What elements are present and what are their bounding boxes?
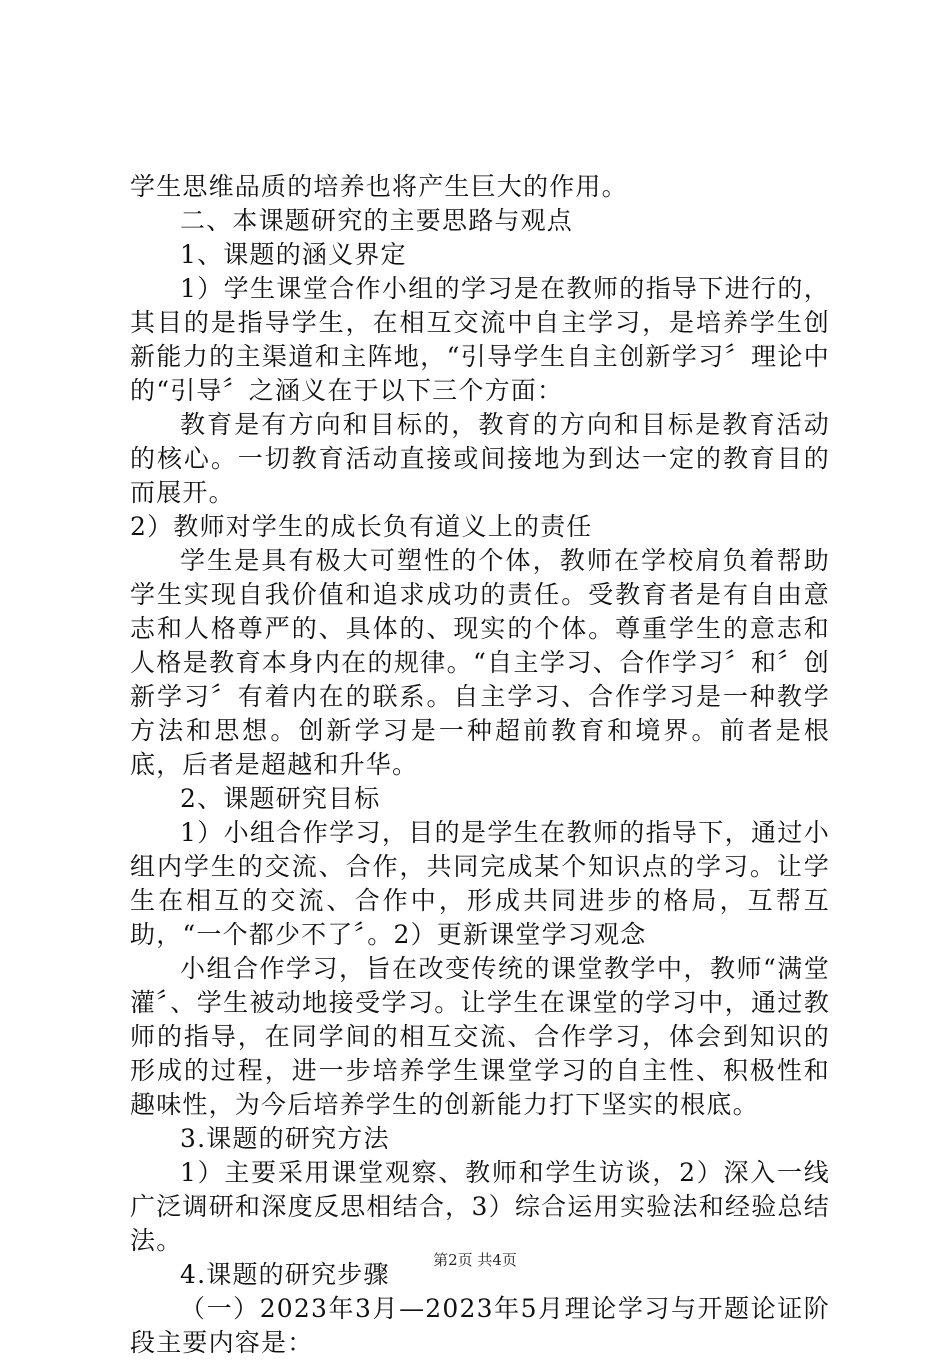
- paragraph-methods-list: 1）主要采用课堂观察、教师和学生访谈，2）深入一线广泛调研和深度反思相结合，3）综合运用实验法和经验总结法。: [130, 1158, 830, 1255]
- paragraph-continuation: 学生思维品质的培养也将产生巨大的作用。: [130, 172, 628, 201]
- paragraph-update-concept: 小组合作学习，旨在改变传统的课堂教学中，教师“满堂灌〞、学生被动地接受学习。让学生在课堂的学习中，通过教师的指导，在同学间的相互交流、合作学习，体会到知识的形成的过程，进一步培养学生课堂学习的自主性、积极性和趣味性，为今后培养学生的创新能力打下坚实的根底。: [130, 954, 830, 1119]
- paragraph-student-individual: 学生是具有极大可塑性的个体，教师在学校肩负着帮助学生实现自我价值和追求成功的责任。受教育者是有自由意志和人格尊严的、具体的、现实的个体。尊重学生的意志和人格是教育本身内在的规律。“自主学习、合作学习〞和〞创新学习〞有着内在的联系。自主学习、合作学习是一种教学方法和思想。创新学习是一种超前教育和境界。前者是根底，后者是超越和升华。: [130, 546, 830, 779]
- section-heading-main-ideas: 二、本课题研究的主要思路与观点: [180, 206, 574, 235]
- subheading-research-methods: 3.课题的研究方法: [180, 1124, 390, 1153]
- paragraph-definition-1: 1）学生课堂合作小组的学习是在教师的指导下进行的，其目的是指导学生，在相互交流中自主学习，是培养学生创新能力的主渠道和主阵地，“引导学生自主创新学习〞理论中的“引导〞之涵义在于以下三个方面：: [130, 274, 830, 405]
- paragraph-group-cooperation: 1）小组合作学习，目的是学生在教师的指导下，通过小组内学生的交流、合作，共同完成某个知识点的学习。让学生在相互的交流、合作中，形成共同进步的格局，互帮互助，“一个都少不了〞。2）更新课堂学习观念: [130, 818, 830, 949]
- subheading-definition: 1、课题的涵义界定: [180, 240, 407, 269]
- document-body: [130, 170, 830, 1360]
- paragraph-teacher-responsibility: 2）教师对学生的成长负有道义上的责任: [130, 512, 593, 541]
- paragraph-education-direction: 教育是有方向和目标的，教育的方向和目标是教育活动的核心。一切教育活动直接或间接地为到达一定的教育目的而展开。: [130, 410, 830, 507]
- subheading-research-steps: 4.课题的研究步骤: [180, 1260, 390, 1289]
- page-footer: 第2页 共4页: [433, 1251, 517, 1269]
- paragraph-step-one: （一）2023年3月—2023年5月理论学习与开题论证阶段主要内容是：: [130, 1294, 830, 1357]
- subheading-research-goals: 2、课题研究目标: [180, 784, 381, 813]
